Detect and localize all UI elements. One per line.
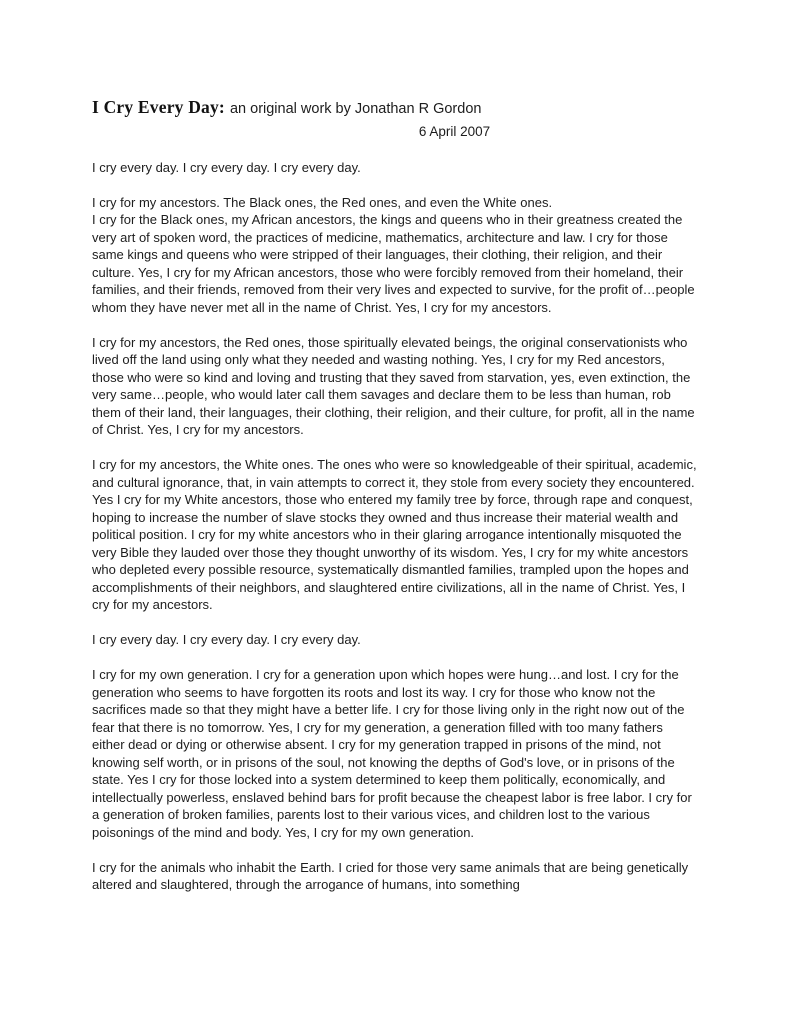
paragraph-line: I cry for the animals who inhabit the Earth. I cried for those very same animals that are being genetically altered and slaughtered, through the arrogance of humans, into something [92,859,689,892]
document-body [92,159,697,894]
document-title: I Cry Every Day: [92,97,225,117]
paragraph-line: I cry for my ancestors, the Red ones, those spiritually elevated beings, the original conservationists who lived off the land using only what they needed and wasting nothing. Yes, I cry for my Red ancestors, those who were so kind and loving and trusting that they saved from starvation, yes, even extinction, the very same…people, who would later call them savages and declare them to be less than human, rob them of their land, their languages, their clothing, their religion, and their culture, for profit, all in the name of Christ. Yes, I cry for my ancestors. [92,334,695,437]
paragraph-line: I cry for the Black ones, my African ancestors, the kings and queens who in their greatness created the very art of spoken word, the practices of medicine, mathematics, architecture and law. I cry for those same kings and queens who were stripped of their languages, their clothing, their religion, and their culture. Yes, I cry for my African ancestors, those who were forcibly removed from their homeland, their families, and their friends, removed from their very lives and expected to survive, for the profit of…people whom they have never met all in the name of Christ. Yes, I cry for my ancestors. [92,212,695,315]
paragraph-line: I cry for my ancestors, the White ones. The ones who were so knowledgeable of their spiritual, academic, and cultural ignorance, that, in vain attempts to correct it, they stole from every society they encountered. Yes I cry for my White ancestors, those who entered my family tree by force, through rape and conquest, hoping to increase the number of slave stocks they owned and thus increase their material wealth and political position. I cry for my white ancestors who in their glaring arrogance intentionally misquoted the very Bible they lauded over those they thought unworthy of its wisdom. Yes, I cry for my white ancestors who depleted every possible resource, systematically dismantled families, trampled upon the hopes and accomplishments of their neighbors, and slaughtered entire civilizations, all in the name of Christ. Yes, I cry for my ancestors. [92,457,697,612]
document-byline: an original work by Jonathan R Gordon [229,101,482,117]
paragraph-refrain-1 [92,159,697,177]
paragraph-animals [92,859,697,894]
paragraph-black-ancestors [92,194,697,317]
document-date: 6 April 2007 [418,124,491,139]
paragraph-line: I cry every day. I cry every day. I cry every day. [92,159,361,175]
paragraph-generation [92,666,697,841]
paragraph-line: I cry for my ancestors. The Black ones, the Red ones, and even the White ones. [92,194,553,210]
paragraph-red-ancestors [92,334,697,439]
paragraph-white-ancestors [92,456,697,614]
document-title-line [92,94,697,119]
paragraph-line: I cry every day. I cry every day. I cry every day. [92,632,361,647]
paragraph-line: I cry for my own generation. I cry for a generation upon which hopes were hung…and lost. I cry for the generation who seems to have forgotten its roots and lost its way. I cry for those who know not the sacrifices made so that they might have a better life. I cry for those living only in the right now out of the fear that there is no tomorrow. Yes, I cry for my generation, a generation filled with too many fathers either dead or dying or otherwise absent. I cry for my generation trapped in prisons of the mind, not knowing self worth, or in prisons of the soul, not knowing the depths of God's love, or in prisons of the state. Yes I cry for those locked into a system determined to keep them politically, economically, and intellectually powerless, enslaved behind bars for profit because the cheapest labor is free labor. I cry for a generation of broken families, parents lost to their various vices, and children lost to the various poisonings of the mind and body. Yes, I cry for my own generation. [92,667,692,840]
document-content [92,94,697,894]
paragraph-refrain-2 [92,631,697,649]
